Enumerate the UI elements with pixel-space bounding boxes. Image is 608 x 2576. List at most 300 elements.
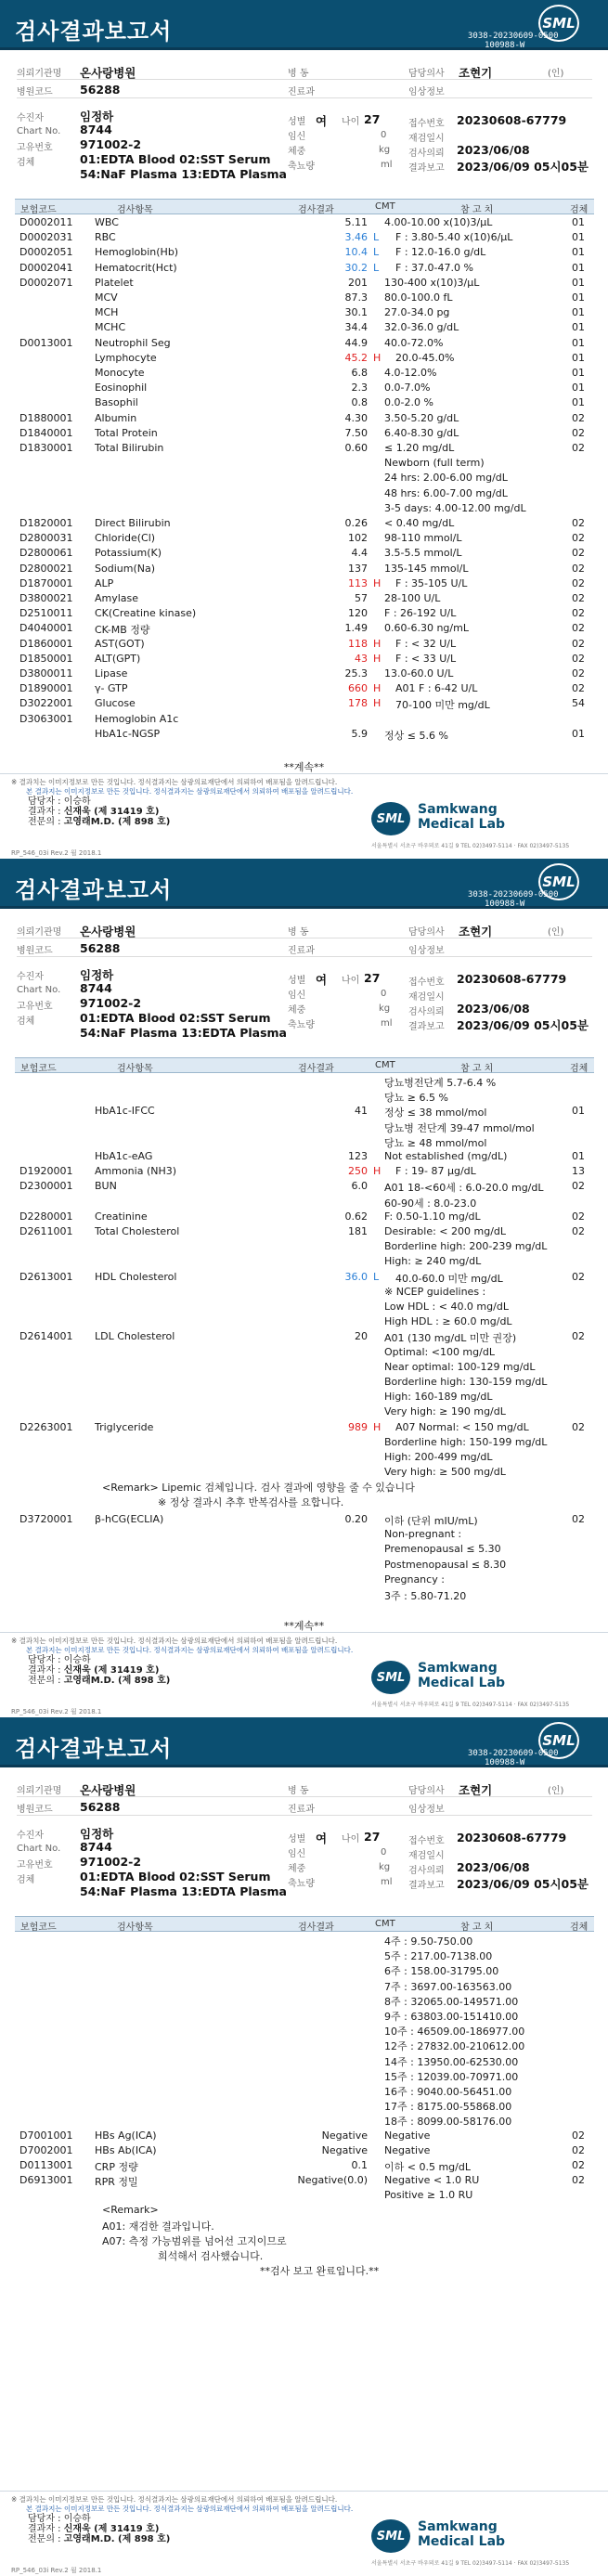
- pregnant-value: 0: [381, 989, 387, 999]
- row-code: D6913001: [19, 2174, 73, 2187]
- table-row: [15, 1978, 594, 1993]
- row-specimen: 01: [572, 367, 585, 379]
- sex-value: 여: [316, 973, 328, 987]
- footer-notice-2: 본 결과지는 이미지정보로 만든 것입니다. 정식결과지는 삼광의료재단에서 의뢰하여 배포됨을 알려드립니다.: [26, 787, 354, 796]
- row-reference: Low HDL : < 40.0 mg/dL: [384, 1301, 509, 1313]
- table-row: [15, 1465, 594, 1480]
- row-reference: ≤ 1.20 mg/dL: [384, 442, 455, 454]
- row-reference: 정상 ≤ 5.6 %: [384, 729, 448, 742]
- col-specimen: 검체: [570, 205, 589, 215]
- hospital-label: 의뢰기관명: [17, 927, 62, 938]
- chart-number: 8744: [80, 981, 112, 995]
- table-row: [15, 2023, 594, 2038]
- table-row: [15, 2129, 594, 2143]
- hospital-name: 온사랑병원: [80, 66, 136, 80]
- col-name: 검사항목: [117, 205, 153, 215]
- table-row: [15, 1179, 594, 1194]
- table-row: [15, 652, 594, 667]
- age-label: 나이: [342, 976, 360, 986]
- row-reference: Negative: [384, 2143, 431, 2156]
- row-flag: L: [373, 246, 380, 259]
- row-reference: 0.0-7.0%: [384, 382, 431, 395]
- row-reference: 98-110 mmol/L: [384, 532, 462, 545]
- recheck-label: 재검일시: [408, 134, 445, 144]
- row-test-name: Hemoglobin A1c: [95, 712, 179, 725]
- row-code: D2614001: [19, 1330, 73, 1343]
- report-title: 검사결과보고서: [15, 1736, 173, 1762]
- header-code: 3038-20230609-0500: [468, 890, 559, 900]
- remark-line: ※ 정상 결과시 추후 반복검사를 요합니다.: [158, 1496, 344, 1508]
- table-row: [15, 1134, 594, 1149]
- table-row: [15, 531, 594, 546]
- row-specimen: 01: [572, 727, 585, 740]
- row-result: 6.0: [351, 1180, 368, 1193]
- row-flag: H: [373, 637, 382, 650]
- report-date: 2023/06/09 05시05분: [457, 1018, 589, 1032]
- form-revision: RP_546_03i Rev.2 월 2018.1: [11, 1708, 102, 1715]
- row-reference: F : 3.80-5.40 x(10)6/μL: [395, 231, 513, 244]
- row-reference: 4.0-12.0%: [384, 367, 437, 379]
- row-result: 34.4: [344, 321, 368, 334]
- row-reference: 당뇨병 전단계 39-47 mmol/mol: [384, 1121, 535, 1134]
- row-flag: H: [373, 652, 382, 665]
- row-test-name: Sodium(Na): [95, 562, 155, 575]
- row-flag: L: [373, 261, 380, 274]
- urine-label: 축뇨량: [288, 1020, 315, 1030]
- table-row: [15, 562, 594, 576]
- recheck-label: 재검일시: [408, 992, 445, 1003]
- row-result: 0.62: [344, 1210, 368, 1223]
- col-cmt: CMT: [375, 1060, 395, 1070]
- row-specimen: 02: [572, 532, 585, 545]
- row-reference: 70-100 미만 mg/dL: [395, 699, 490, 712]
- row-result: 250: [348, 1165, 368, 1178]
- age-value: 27: [364, 1830, 381, 1844]
- id-number: 971002-2: [80, 1855, 142, 1869]
- table-row: [15, 1329, 594, 1344]
- row-test-name: CK(Creatine kinase): [95, 607, 197, 620]
- hospital-name: 온사랑병원: [80, 1783, 136, 1797]
- row-code: D1830001: [19, 442, 73, 454]
- patient-label: 수진자: [17, 972, 44, 982]
- row-test-name: ALT(GPT): [95, 652, 141, 665]
- doctor-label: 담당의사: [408, 69, 445, 79]
- table-row: [15, 2008, 594, 2023]
- row-reference: F : 26-192 U/L: [384, 607, 457, 620]
- specialist-label: 전문의 :: [28, 2534, 61, 2544]
- sml-mark-icon: SML: [371, 802, 410, 835]
- row-specimen: 01: [572, 336, 585, 349]
- row-result: Negative: [321, 2143, 368, 2156]
- row-reference: 당뇨병전단계 5.7-6.4 %: [384, 1077, 497, 1089]
- row-code: D2510011: [19, 607, 73, 620]
- row-reference: 40.0-72.0%: [384, 336, 444, 349]
- sml-logo-icon: SML: [538, 5, 579, 42]
- sex-label: 성별: [288, 117, 306, 127]
- col-result: 검사결과: [298, 1064, 334, 1074]
- weight-label: 체중: [288, 147, 306, 157]
- row-result: 5.11: [344, 216, 368, 228]
- table-row: [15, 351, 594, 366]
- row-test-name: Total Cholesterol: [95, 1225, 180, 1237]
- row-code: D0002071: [19, 276, 73, 289]
- row-reference: Near optimal: 100-129 mg/dL: [384, 1360, 536, 1373]
- form-revision: RP_546_03i Rev.2 월 2018.1: [11, 2567, 102, 2574]
- age-label: 나이: [342, 117, 360, 127]
- footer-notice: ※ 결과치는 이미지정보로 만든 것입니다. 정식결과지는 삼광의료재단에서 의뢰하여 배포됨을 알려드립니다.: [11, 778, 338, 786]
- col-ref: 참 고 치: [460, 1922, 494, 1933]
- row-reference: A07 Normal: < 150 mg/dL: [395, 1420, 529, 1433]
- row-specimen: 02: [572, 442, 585, 454]
- accession-number: 20230608-67779: [457, 113, 567, 127]
- row-result: 0.1: [351, 2159, 368, 2171]
- table-row: [15, 411, 594, 426]
- report-title: 검사결과보고서: [15, 877, 173, 903]
- row-specimen: 02: [572, 622, 585, 635]
- table-row: [15, 1285, 594, 1300]
- logo-name-1: Samkwang: [418, 802, 498, 817]
- remark-line: A01: 재검한 결과입니다.: [102, 2220, 214, 2233]
- table-row: [15, 486, 594, 501]
- row-reference: 4주 : 9.50-750.00: [384, 1935, 473, 1948]
- row-test-name: Monocyte: [95, 367, 145, 379]
- row-reference: F : 35-105 U/L: [395, 576, 468, 589]
- table-row: [15, 381, 594, 395]
- row-code: D0002051: [19, 246, 73, 259]
- row-specimen: 01: [572, 246, 585, 259]
- table-row: [15, 1254, 594, 1269]
- specimen-line-1: 01:EDTA Blood 02:SST Serum: [80, 152, 271, 166]
- row-result: 36.0: [344, 1270, 368, 1283]
- row-reference: 8주 : 32065.00-149571.00: [384, 1995, 519, 2008]
- row-test-name: Amylase: [95, 592, 139, 604]
- row-result: 41: [355, 1105, 368, 1118]
- row-test-name: LDL Cholesterol: [95, 1330, 175, 1343]
- row-test-name: Lymphocyte: [95, 351, 157, 364]
- table-row: [15, 2188, 594, 2203]
- row-specimen: 02: [572, 2129, 585, 2142]
- row-reference: 15주 : 12039.00-70971.00: [384, 2070, 519, 2083]
- table-row: [15, 1195, 594, 1210]
- specimen-line-2: 54:NaF Plasma 13:EDTA Plasma: [80, 1884, 287, 1898]
- specialist-label: 전문의 :: [28, 817, 61, 827]
- row-reference: 이하 (단위 mIU/mL): [384, 1515, 478, 1527]
- lab-address: 서울특별시 서초구 바우뫼로 41길 9 TEL 02)3497-5114 · FAX 02)3497-5135: [371, 1702, 570, 1708]
- row-specimen: 13: [572, 1165, 585, 1178]
- row-result: 102: [348, 532, 368, 545]
- table-row: [15, 2113, 594, 2128]
- report-page-1: [0, 0, 608, 859]
- row-reference: Premenopausal ≤ 5.30: [384, 1543, 501, 1556]
- table-row: [15, 215, 594, 230]
- row-code: D3720001: [19, 1513, 73, 1525]
- collect-label: 검사의뢰: [408, 149, 445, 159]
- table-row: [15, 1104, 594, 1119]
- logo-name-2: Medical Lab: [418, 1676, 506, 1690]
- tech-name: 이승하: [63, 796, 91, 807]
- col-name: 검사항목: [117, 1064, 153, 1074]
- id-number: 971002-2: [80, 996, 142, 1010]
- row-reference: Borderline high: 130-159 mg/dL: [384, 1376, 548, 1388]
- header-code-2: 100988-W: [485, 1758, 525, 1767]
- row-result: 30.1: [344, 306, 368, 319]
- table-row: [15, 245, 594, 260]
- row-test-name: RBC: [95, 231, 116, 244]
- urine-unit: ml: [381, 1877, 393, 1887]
- table-row: [15, 1993, 594, 2008]
- row-flag: H: [373, 1420, 382, 1433]
- table-row: [15, 696, 594, 711]
- row-reference: F : 37.0-47.0 %: [395, 261, 473, 274]
- row-test-name: Basophil: [95, 396, 138, 409]
- row-result: 0.20: [344, 1513, 368, 1525]
- row-code: D1920001: [19, 1165, 73, 1178]
- table-row: [15, 1270, 594, 1285]
- urine-unit: ml: [381, 1018, 393, 1029]
- doctor-label: 담당의사: [408, 927, 445, 938]
- tech-name: 이승하: [63, 2514, 91, 2524]
- table-row: [15, 1512, 594, 1527]
- row-reference: 17주 : 8175.00-55868.00: [384, 2101, 512, 2114]
- row-test-name: MCHC: [95, 321, 126, 334]
- signature-block: [28, 2514, 170, 2544]
- row-specimen: 02: [572, 2174, 585, 2187]
- row-result: 1.49: [344, 622, 368, 635]
- report-date: 2023/06/09 05시05분: [457, 160, 589, 174]
- col-ref: 참 고 치: [460, 1064, 494, 1074]
- tech-name: 이승하: [63, 1655, 91, 1665]
- remark-line: <Remark> Lipemic 검체입니다. 검사 결과에 영향을 줄 수 있습니다: [102, 1482, 415, 1494]
- row-code: D0002041: [19, 261, 73, 274]
- row-code: D0113001: [19, 2159, 73, 2171]
- specimen-label: 검체: [17, 1875, 35, 1885]
- row-reference: Postmenopausal ≤ 8.30: [384, 1558, 507, 1571]
- row-specimen: 02: [572, 426, 585, 439]
- weight-label: 체중: [288, 1005, 306, 1016]
- table-row: [15, 1390, 594, 1405]
- collect-date: 2023/06/08: [457, 1860, 530, 1874]
- collect-label: 검사의뢰: [408, 1007, 445, 1017]
- row-test-name: Albumin: [95, 411, 137, 424]
- row-reference: 6.40-8.30 g/dL: [384, 426, 459, 439]
- row-result: 0.60: [344, 442, 368, 454]
- row-reference: 27.0-34.0 pg: [384, 306, 450, 319]
- row-specimen: 01: [572, 396, 585, 409]
- sml-mark-icon: SML: [371, 1661, 410, 1694]
- report-label: 결과보고: [408, 1022, 445, 1032]
- row-code: D1870001: [19, 576, 73, 589]
- row-test-name: Eosinophil: [95, 382, 148, 395]
- row-reference: High: 200-499 mg/dL: [384, 1451, 493, 1463]
- row-reference: A01 (130 mg/dL 미만 권장): [384, 1332, 517, 1345]
- chart-label: Chart No.: [17, 126, 61, 136]
- row-result: 178: [348, 697, 368, 710]
- row-reference: 10주 : 46509.00-186977.00: [384, 2026, 525, 2039]
- row-specimen: 01: [572, 231, 585, 244]
- row-test-name: γ- GTP: [95, 682, 128, 695]
- row-specimen: 02: [572, 1330, 585, 1343]
- row-specimen: 02: [572, 1420, 585, 1433]
- row-reference: Desirable: < 200 mg/dL: [384, 1225, 507, 1237]
- table-row: [15, 667, 594, 681]
- clinical-label: 임상정보: [408, 946, 445, 956]
- code-label: 병원코드: [17, 87, 53, 97]
- row-reference: < 0.40 mg/dL: [384, 517, 455, 529]
- weight-unit: kg: [379, 1003, 391, 1014]
- row-result: 30.2: [344, 261, 368, 274]
- row-code: D1890001: [19, 682, 73, 695]
- table-row: [15, 441, 594, 456]
- tech-label: 담당자 :: [28, 2514, 61, 2524]
- accession-number: 20230608-67779: [457, 972, 567, 986]
- row-specimen: 54: [572, 697, 585, 710]
- row-specimen: 02: [572, 592, 585, 604]
- doctor-name: 조현기: [459, 925, 493, 938]
- sex-value: 여: [316, 1832, 328, 1845]
- row-result: 20: [355, 1330, 368, 1343]
- reviewer-name: 신재욱 (제 31419 호): [63, 1665, 160, 1676]
- table-row: [15, 1405, 594, 1419]
- row-code: D2611001: [19, 1225, 73, 1237]
- table-row: [15, 336, 594, 351]
- row-specimen: 02: [572, 1225, 585, 1237]
- report-footer: [0, 773, 608, 857]
- id-label: 고유번호: [17, 1860, 53, 1871]
- age-value: 27: [364, 112, 381, 126]
- row-test-name: RPR 정밀: [95, 2176, 138, 2189]
- table-row: [15, 1210, 594, 1224]
- footer-notice-2: 본 결과지는 이미지정보로 만든 것입니다. 정식결과지는 삼광의료재단에서 의뢰하여 배포됨을 알려드립니다.: [26, 1646, 354, 1654]
- header-code: 3038-20230609-0500: [468, 32, 559, 41]
- reviewer-label: 결과자 :: [28, 1665, 61, 1676]
- pregnant-label: 임신: [288, 990, 306, 1001]
- row-code: D0002031: [19, 231, 73, 244]
- row-code: D2280001: [19, 1210, 73, 1223]
- row-reference: Borderline high: 200-239 mg/dL: [384, 1240, 548, 1253]
- row-flag: H: [373, 1165, 382, 1178]
- accession-label: 접수번호: [408, 1836, 445, 1846]
- row-specimen: 02: [572, 1513, 585, 1525]
- table-row: [15, 591, 594, 606]
- row-result: 43: [355, 652, 368, 665]
- col-result: 검사결과: [298, 205, 334, 215]
- table-row: [15, 1558, 594, 1573]
- lab-address: 서울특별시 서초구 바우뫼로 41길 9 TEL 02)3497-5114 · FAX 02)3497-5135: [371, 843, 570, 849]
- row-code: D4040001: [19, 622, 73, 635]
- row-code: D7002001: [19, 2143, 73, 2156]
- row-reference: Negative < 1.0 RU: [384, 2174, 480, 2187]
- weight-unit: kg: [379, 1862, 391, 1872]
- table-row: [15, 1527, 594, 1542]
- col-result: 검사결과: [298, 1922, 334, 1933]
- row-reference: 당뇨 ≥ 48 mmol/mol: [384, 1136, 487, 1149]
- table-row: [15, 681, 594, 696]
- col-code: 보험코드: [20, 205, 57, 215]
- row-test-name: β-hCG(ECLIA): [95, 1513, 164, 1525]
- row-reference: 16주 : 9040.00-56451.00: [384, 2086, 512, 2098]
- row-test-name: Direct Bilirubin: [95, 517, 171, 529]
- row-test-name: Glucose: [95, 697, 136, 710]
- chart-label: Chart No.: [17, 1844, 61, 1854]
- table-row: [15, 2098, 594, 2113]
- row-reference: Not established (mg/dL): [384, 1150, 508, 1162]
- footer-notice: ※ 결과치는 이미지정보로 만든 것입니다. 정식결과지는 삼광의료재단에서 의뢰하여 배포됨을 알려드립니다.: [11, 1637, 338, 1645]
- row-flag: H: [373, 682, 382, 695]
- row-reference: 48 hrs: 6.00-7.00 mg/dL: [384, 486, 508, 499]
- row-reference: A01 F : 6-42 U/L: [395, 682, 478, 695]
- row-test-name: CRP 정량: [95, 2161, 138, 2173]
- row-reference: 32.0-36.0 g/dL: [384, 321, 459, 334]
- table-header: [15, 199, 594, 214]
- report-label: 결과보고: [408, 163, 445, 174]
- table-row: [15, 1314, 594, 1329]
- row-test-name: Triglyceride: [95, 1420, 154, 1433]
- row-reference: 3.5-5.5 mmol/L: [384, 547, 462, 560]
- row-result: 201: [348, 276, 368, 289]
- report-header: [0, 859, 608, 909]
- row-reference: F : 19- 87 μg/dL: [395, 1165, 476, 1178]
- doctor-name: 조현기: [459, 1783, 493, 1797]
- specimen-line-2: 54:NaF Plasma 13:EDTA Plasma: [80, 167, 287, 181]
- table-row: [15, 546, 594, 561]
- row-reference: 9주 : 63803.00-151410.00: [384, 2011, 519, 2023]
- row-reference: F : < 32 U/L: [395, 637, 457, 650]
- row-test-name: Platelet: [95, 276, 134, 289]
- collect-date: 2023/06/08: [457, 1002, 530, 1016]
- row-flag: H: [373, 576, 382, 589]
- row-flag: L: [373, 1270, 380, 1283]
- row-specimen: 02: [572, 682, 585, 695]
- table-row: [15, 261, 594, 276]
- report-page-3: [0, 1717, 608, 2576]
- row-code: D3022001: [19, 697, 73, 710]
- row-code: D0002011: [19, 216, 73, 228]
- col-specimen: 검체: [570, 1922, 589, 1933]
- table-row: [15, 1542, 594, 1557]
- accession-label: 접수번호: [408, 119, 445, 129]
- table-row: [15, 305, 594, 320]
- specialist-name: 고영래M.D. (제 898 호): [63, 817, 171, 827]
- row-reference: 80.0-100.0 fL: [384, 291, 453, 304]
- logo-name-1: Samkwang: [418, 2519, 498, 2534]
- row-test-name: MCH: [95, 306, 119, 319]
- row-flag: H: [373, 697, 382, 710]
- row-code: D1840001: [19, 426, 73, 439]
- table-row: [15, 1435, 594, 1450]
- row-specimen: 01: [572, 321, 585, 334]
- row-reference: 0.60-6.30 ng/mL: [384, 622, 469, 635]
- signature-block: [28, 1655, 170, 1686]
- report-date: 2023/06/09 05시05분: [457, 1877, 589, 1891]
- weight-unit: kg: [379, 145, 391, 155]
- header-code-2: 100988-W: [485, 41, 525, 50]
- samkwang-logo: [371, 798, 566, 839]
- row-reference: Newborn (full term): [384, 457, 485, 470]
- pregnant-value: 0: [381, 130, 387, 140]
- specimen-line-1: 01:EDTA Blood 02:SST Serum: [80, 1011, 271, 1025]
- row-code: D1850001: [19, 652, 73, 665]
- hospital-label: 의뢰기관명: [17, 1786, 62, 1796]
- table-row: [15, 276, 594, 291]
- row-result: 181: [348, 1225, 368, 1237]
- row-reference: F : 12.0-16.0 g/dL: [395, 246, 486, 259]
- report-page-2: [0, 859, 608, 1717]
- row-result: 10.4: [344, 246, 368, 259]
- row-reference: 3-5 days: 4.00-12.00 mg/dL: [384, 501, 526, 514]
- row-test-name: HDL Cholesterol: [95, 1270, 177, 1283]
- specialist-name: 고영래M.D. (제 898 호): [63, 1676, 171, 1686]
- row-test-name: HbA1c-NGSP: [95, 727, 161, 740]
